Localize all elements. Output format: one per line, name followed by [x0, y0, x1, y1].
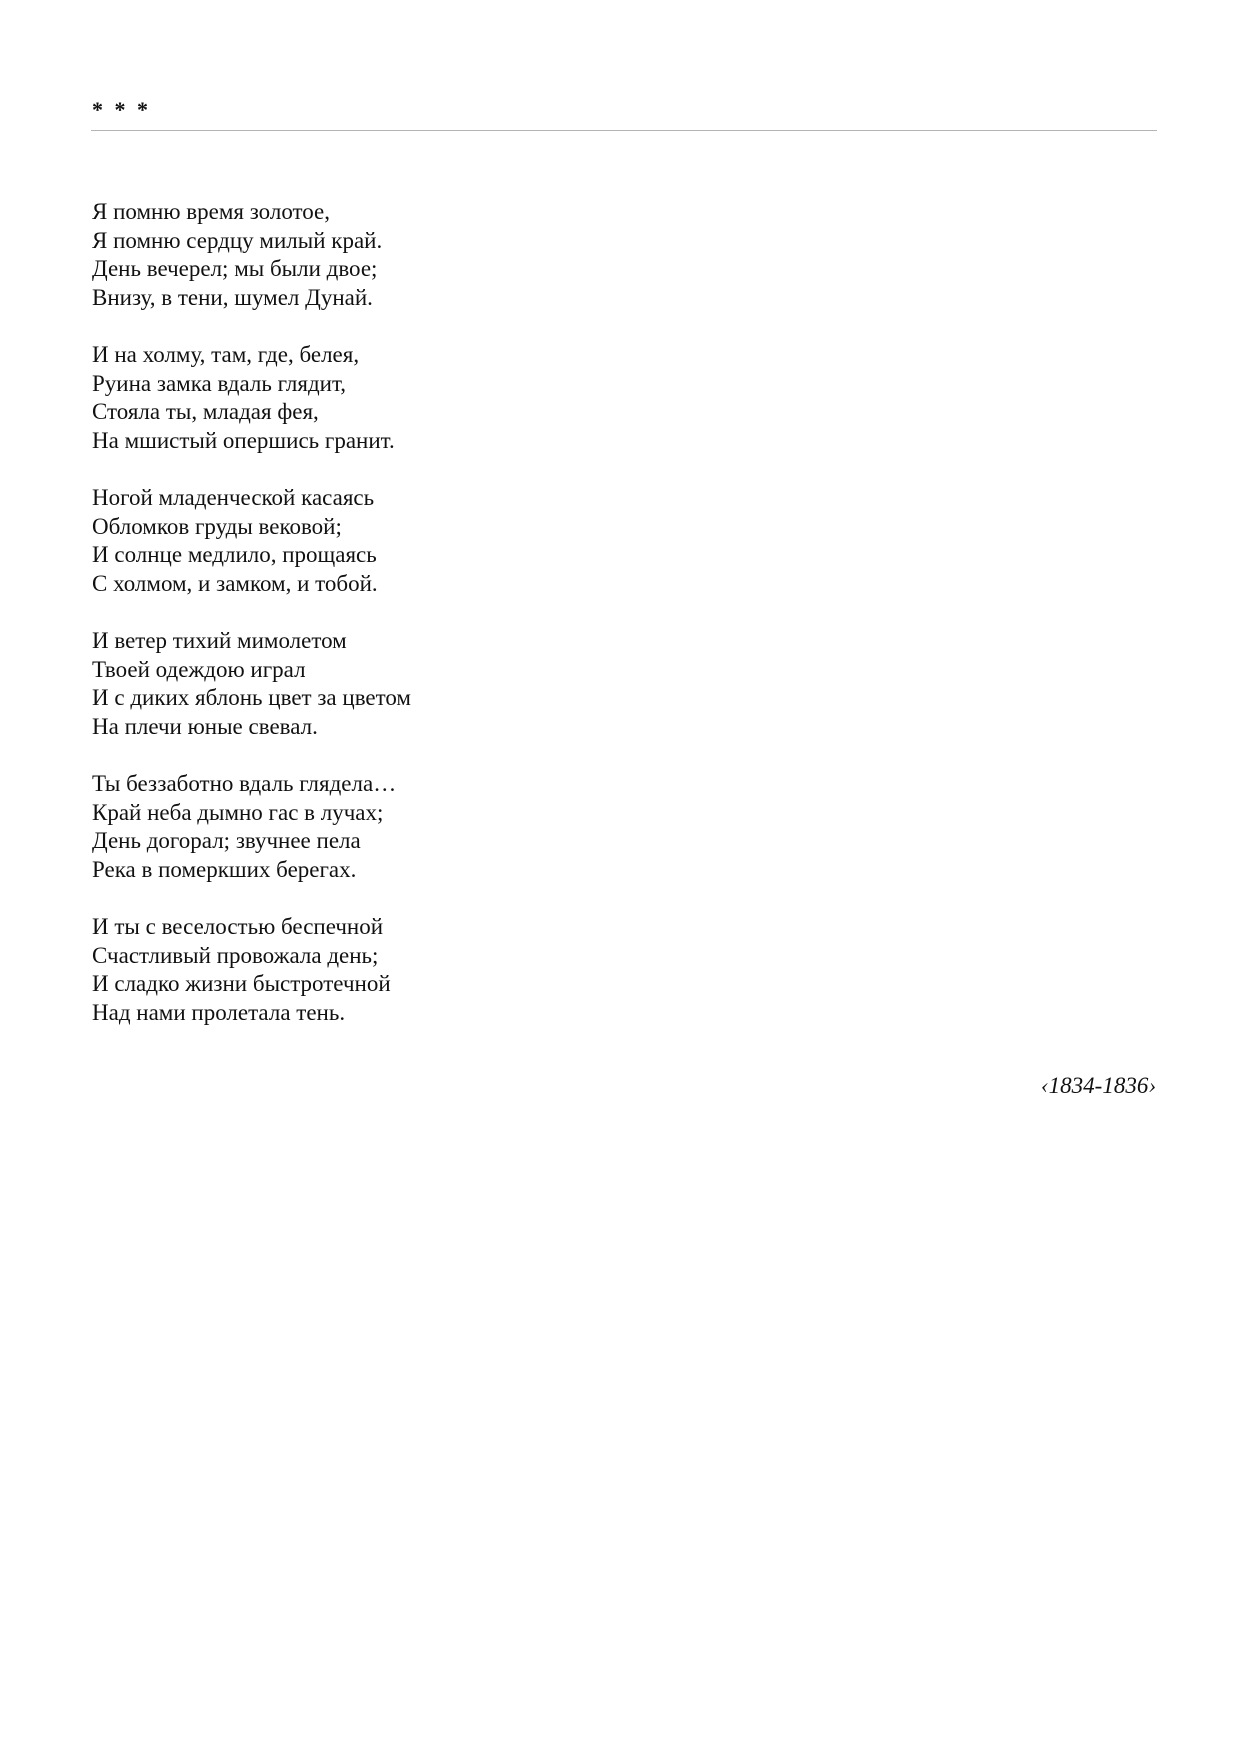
poem-line: На плечи юные свевал.: [92, 713, 318, 739]
poem-line: И на холму, там, где, белея,: [92, 342, 360, 367]
stanza-6: [92, 913, 792, 1027]
poem-line: Ты беззаботно вдаль глядела…: [92, 771, 397, 796]
poem-line: На мшистый опершись гранит.: [92, 427, 395, 453]
poem-line: И сладко жизни быстротечной: [92, 971, 391, 996]
poem-line: Я помню время золотое,: [92, 199, 331, 224]
stanza-3: [92, 484, 792, 598]
poem-line: Над нами пролетала тень.: [92, 999, 346, 1025]
poem-line: Твоей одеждою играл: [92, 656, 306, 682]
poem-line: День догорал; звучнее пела: [92, 828, 361, 853]
poem-line: Ногой младенческой касаясь: [92, 485, 375, 510]
stanza-5: [92, 770, 792, 884]
stanza-2: [92, 341, 792, 455]
poem-date: ‹1834-1836›: [1041, 1073, 1156, 1098]
poem-line: Внизу, в тени, шумел Дунай.: [92, 284, 373, 310]
poem-line: И ветер тихий мимолетом: [92, 628, 347, 653]
poem-title: * * *: [92, 97, 151, 122]
poem-line: Руина замка вдаль глядит,: [92, 370, 347, 396]
poem-line: Счастливый провожала день;: [92, 942, 379, 968]
poem-line: Река в померкших берегах.: [92, 856, 357, 882]
poem-line: День вечерел; мы были двое;: [92, 256, 378, 281]
title-divider: [91, 130, 1157, 131]
poem-line: Я помню сердцу милый край.: [92, 227, 383, 253]
poem-line: С холмом, и замком, и тобой.: [92, 570, 378, 596]
poem-line: Стояла ты, младая фея,: [92, 399, 319, 424]
stanza-4: [92, 627, 792, 741]
poem-line: Обломков груды вековой;: [92, 513, 342, 539]
poem-body: [92, 198, 792, 1056]
poem-line: Край неба дымно гас в лучах;: [92, 799, 384, 825]
poem-line: И солнце медлило, прощаясь: [92, 542, 377, 567]
stanza-1: [92, 198, 792, 312]
poem-line: И ты с веселостью беспечной: [92, 914, 384, 939]
poem-line: И с диких яблонь цвет за цветом: [92, 685, 411, 710]
